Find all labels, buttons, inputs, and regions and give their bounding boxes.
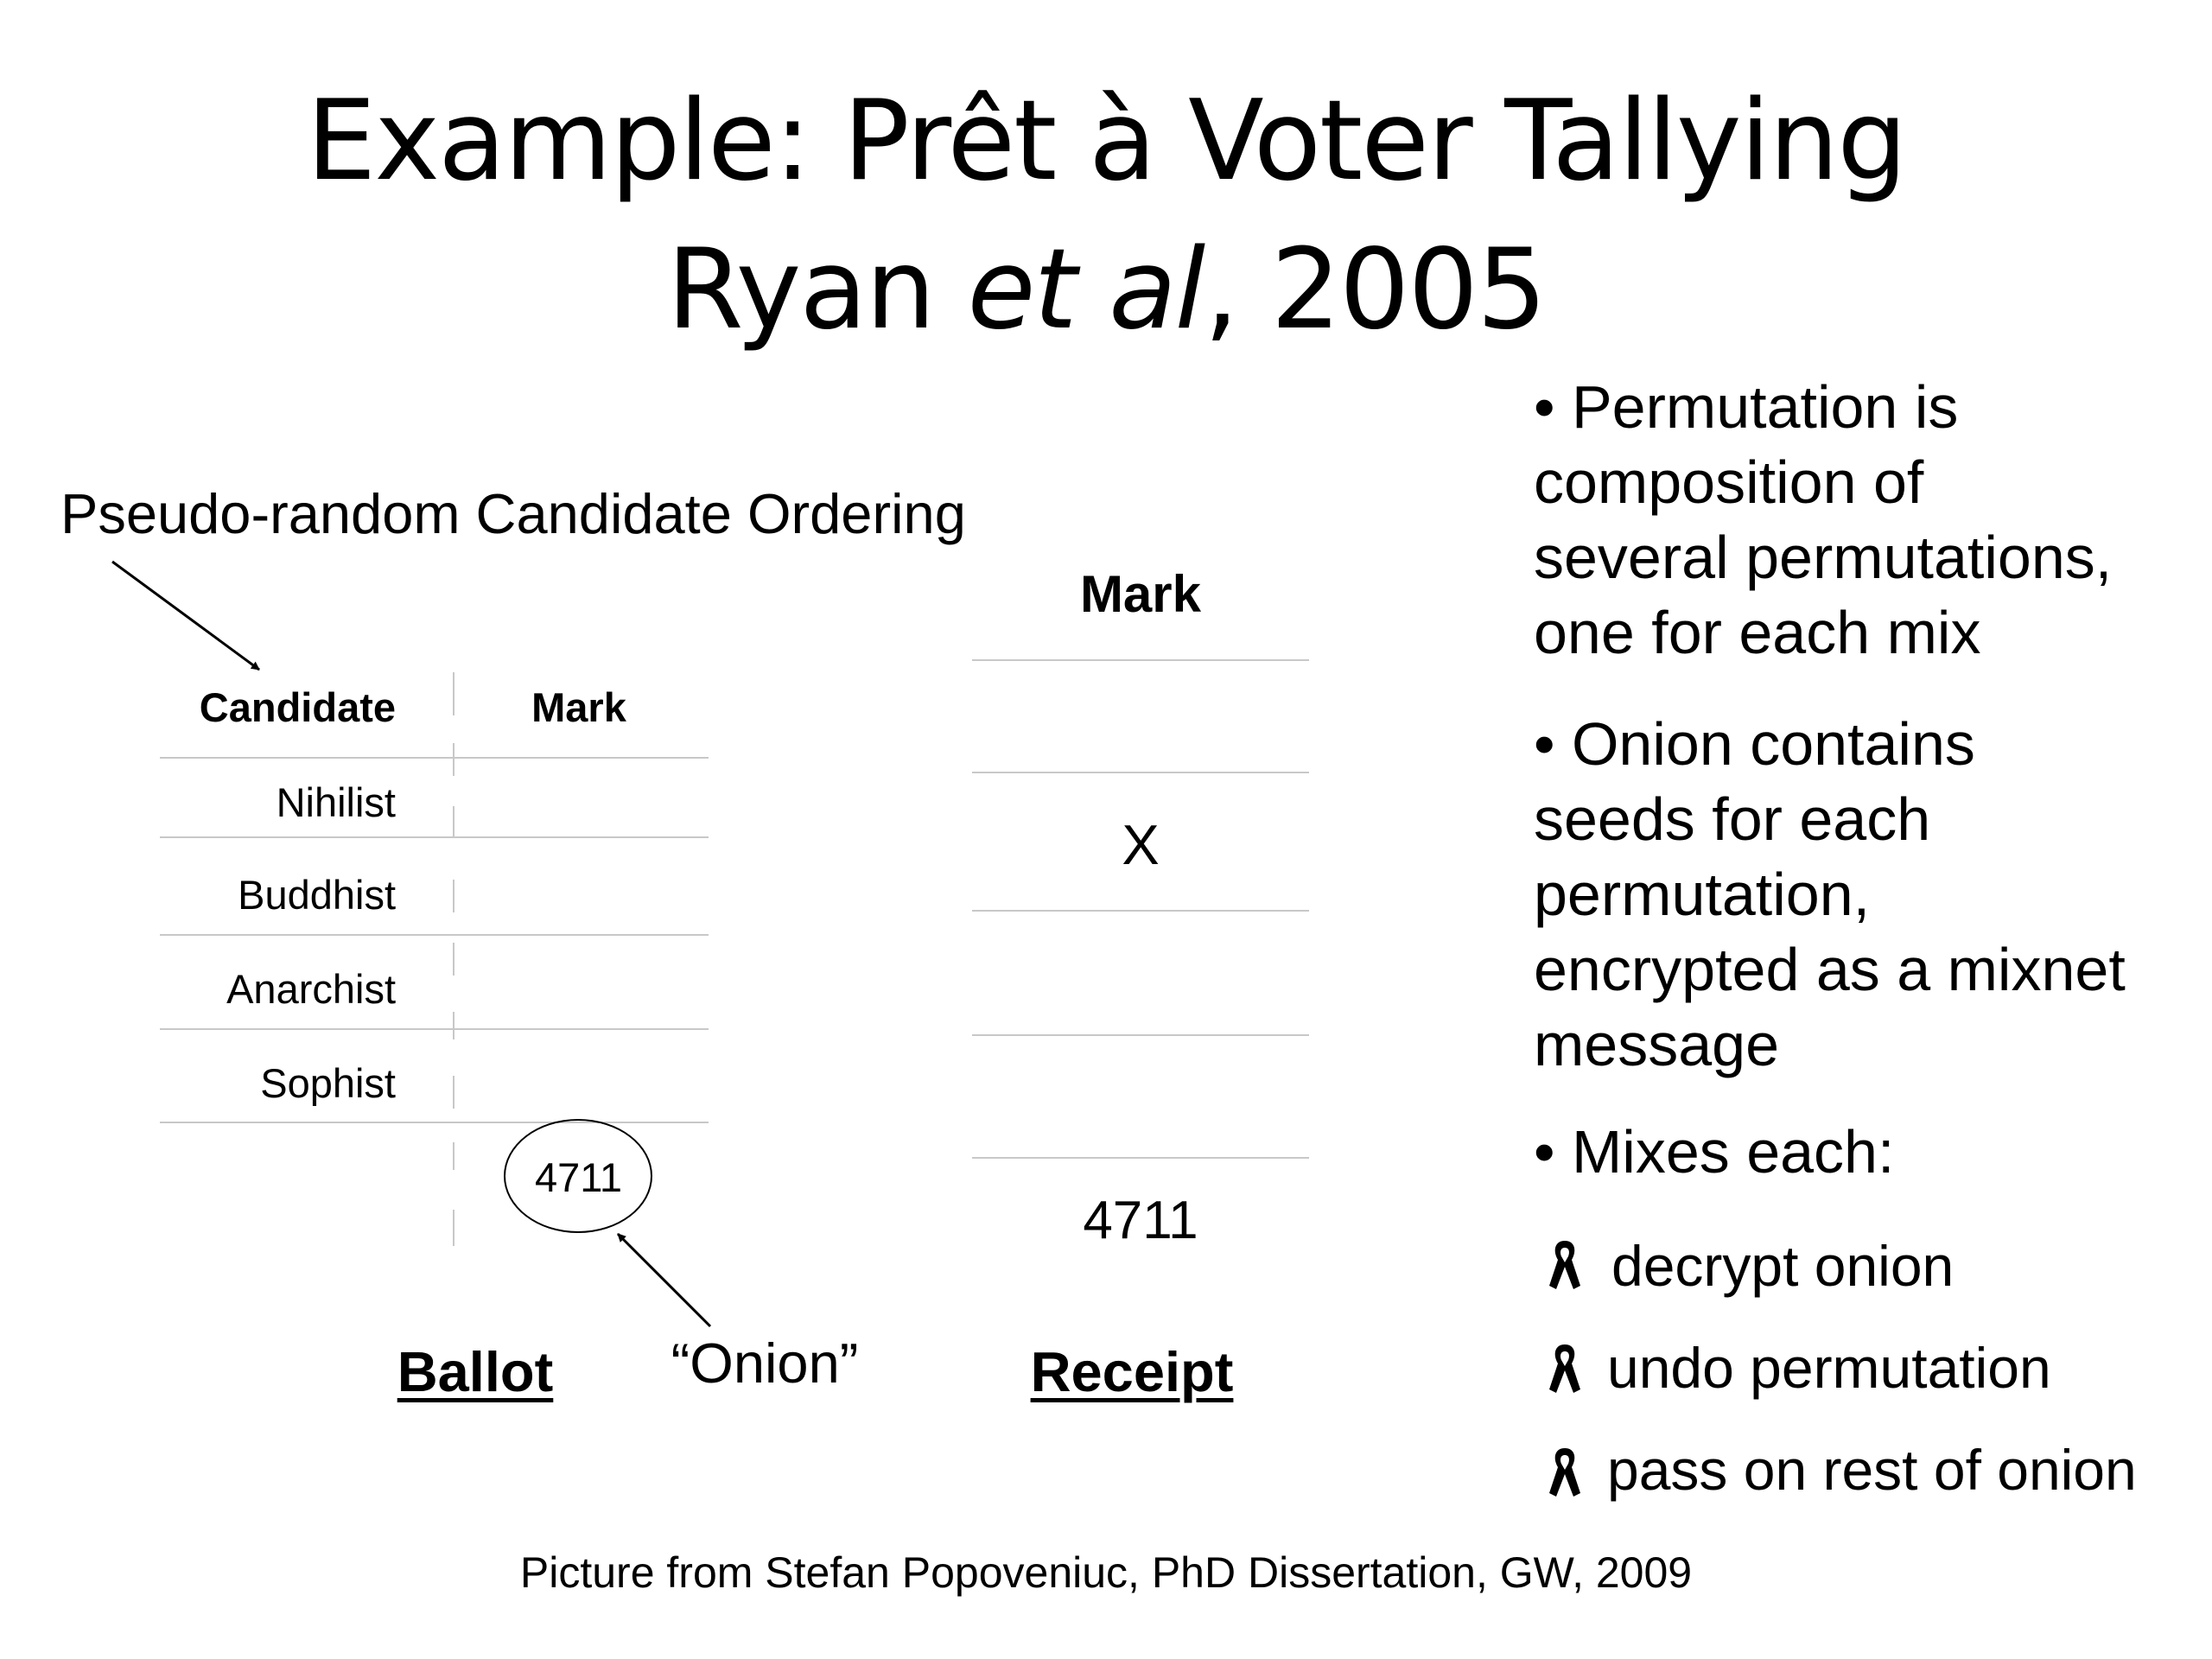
title-etal: et al	[967, 226, 1205, 354]
candidate-cell: Buddhist	[238, 872, 396, 918]
receipt-code: 4711	[1083, 1191, 1198, 1250]
bullet-line: encrypted as a mixnet	[1534, 936, 2126, 1003]
sub-bullet-item: decrypt onion	[1611, 1234, 1955, 1298]
title-year: , 2005	[1204, 226, 1546, 354]
ordering-label: Pseudo-random Candidate Ordering	[60, 482, 966, 545]
bullet-3	[1534, 1115, 1894, 1190]
sub-bullet-item: pass on rest of onion	[1607, 1438, 2137, 1502]
sub-bullet-item: undo permutation	[1607, 1336, 2051, 1400]
title-author: Ryan	[666, 226, 968, 354]
bullet-line: seeds for each	[1534, 785, 1931, 853]
bullet-line: • Permutation is	[1534, 373, 1959, 441]
ordering-arrow	[112, 562, 259, 670]
bullet-line: several permutations,	[1534, 524, 2113, 591]
receipt-caption: Receipt	[1030, 1340, 1234, 1403]
bullet-line: one for each mix	[1534, 599, 1981, 666]
candidate-cell: Sophist	[260, 1060, 396, 1106]
ballot-caption: Ballot	[397, 1340, 554, 1403]
onion-arrow	[618, 1234, 710, 1326]
onion-label: “Onion”	[671, 1332, 859, 1395]
candidate-cell: Anarchist	[226, 966, 396, 1012]
bullet-2	[1534, 707, 2126, 1083]
ballot-header-mark: Mark	[531, 684, 626, 730]
ballot-header-candidate: Candidate	[199, 684, 396, 730]
ribbon-icon	[1542, 1237, 1587, 1293]
ribbon-icon	[1542, 1341, 1587, 1396]
receipt-header-mark: Mark	[1079, 565, 1202, 623]
receipt-mark-cell: X	[1122, 813, 1160, 876]
picture-credit: Picture from Stefan Popoveniuc, PhD Dissertation, GW, 2009	[519, 1548, 1693, 1597]
slide-title-line1: Example: Prêt à Voter Tallying	[306, 77, 1906, 206]
ribbon-icon	[1542, 1445, 1587, 1500]
candidate-cell: Nihilist	[276, 779, 396, 825]
bullet-line: • Onion contains	[1534, 710, 1975, 778]
bullet-line: message	[1534, 1011, 1780, 1078]
bullet-line: • Mixes each:	[1534, 1118, 1895, 1185]
bullet-line: composition of	[1534, 448, 1924, 516]
bullet-line: permutation,	[1534, 861, 1871, 928]
ballot-onion-code: 4711	[534, 1154, 623, 1200]
bullet-1	[1534, 370, 2112, 671]
